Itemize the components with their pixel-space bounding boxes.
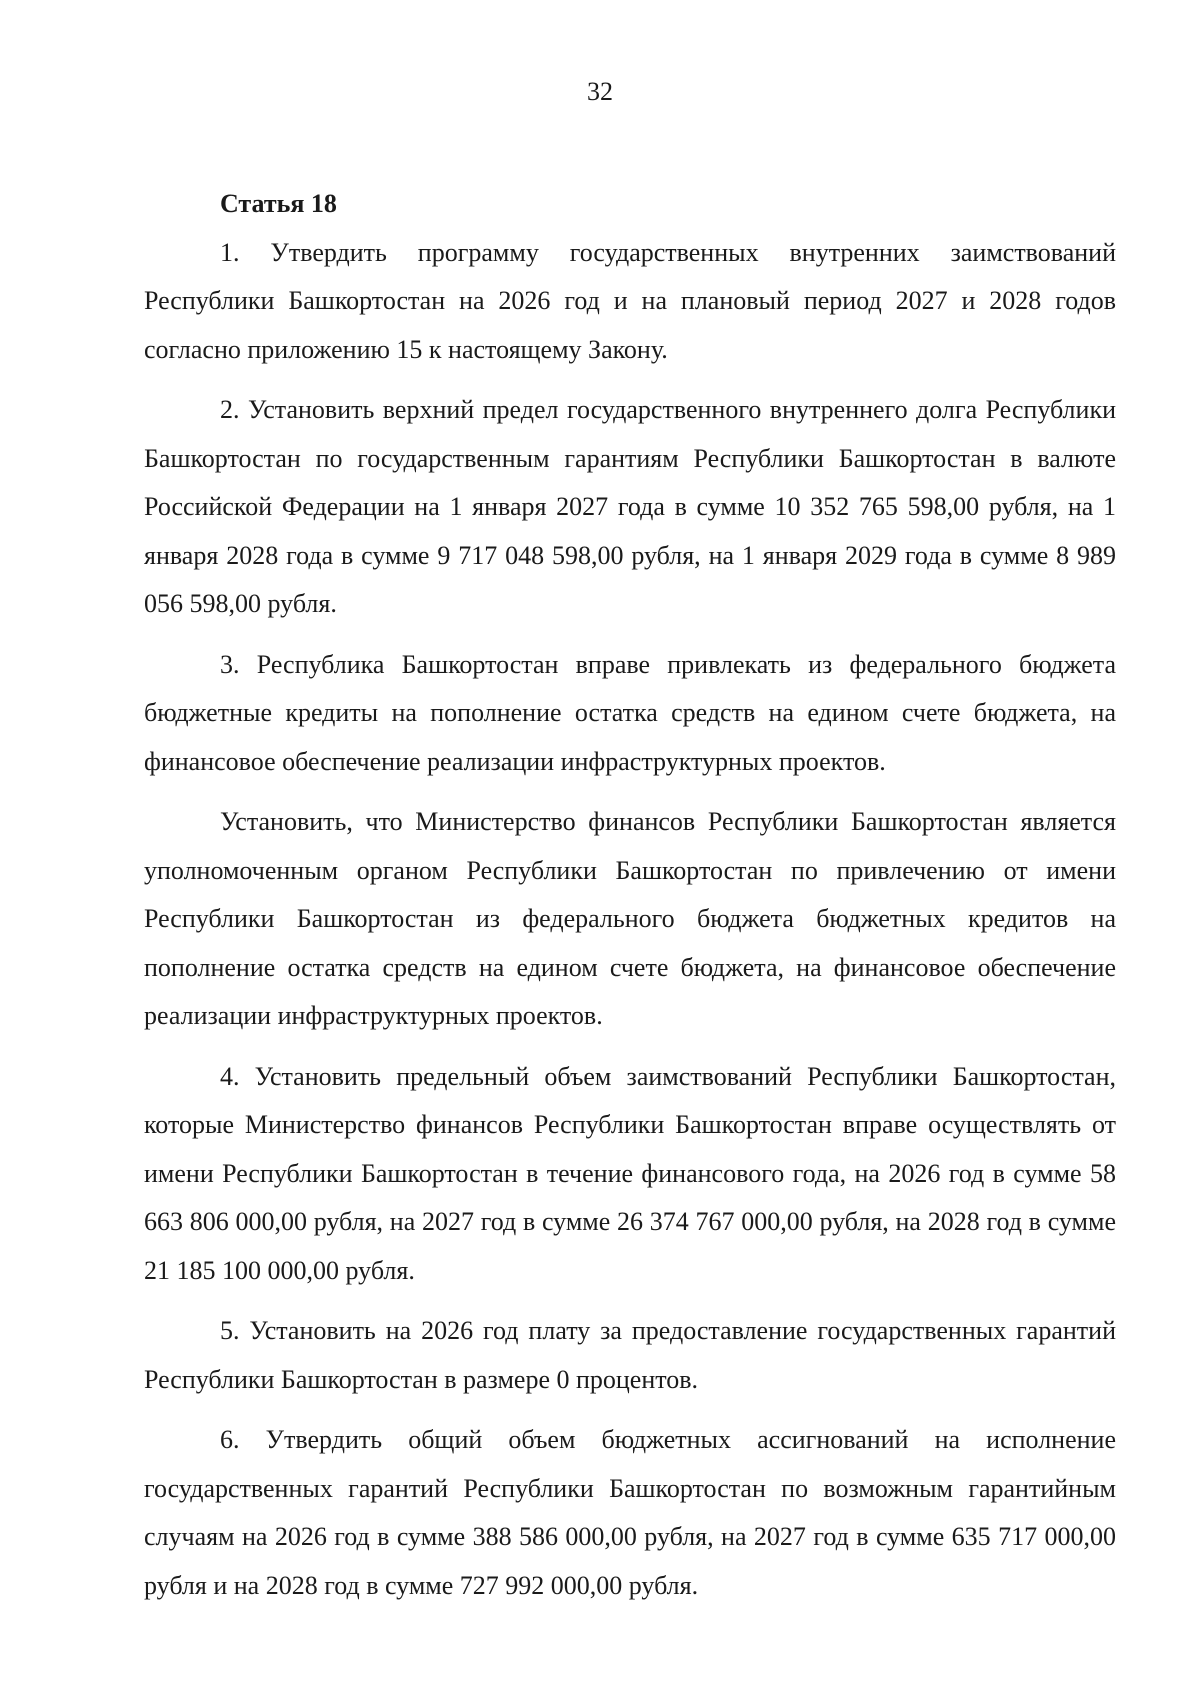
paragraph-3: 3. Республика Башкортостан вправе привлекать из федерального бюджета бюджетные кредиты на пополнение остатка средств на едином счете бюджета, на финансовое обеспечение реализации инфраструктурных проектов.: [144, 649, 1116, 776]
paragraph-3-continuation: Установить, что Министерство финансов Республики Башкортостан является уполномоченным органом Республики Башкортостан по привлечению от имени Республики Башкортостан из федерального бюджета бюджетных кредитов на пополнение остатка средств на едином счете бюджета, на финансовое обеспечение реализации инфраструктурных проектов.: [144, 807, 1116, 1030]
paragraph-4: 4. Установить предельный объем заимствований Республики Башкортостан, которые Министерство финансов Республики Башкортостан вправе осуществлять от имени Республики Башкортостан в течение финансового года, на 2026 год в сумме 58 663 806 000,00 рубля, на 2027 год в сумме 26 374 767 000,00 рубля, на 2028 год в сумме 21 185 100 000,00 рубля.: [144, 1061, 1116, 1285]
article-title: Статья 18: [220, 189, 337, 218]
paragraph-1: 1. Утвердить программу государственных внутренних заимствований Республики Башкортостан на 2026 год и на плановый период 2027 и 2028 годов согласно приложению 15 к настоящему Закону.: [144, 237, 1116, 364]
page-number: 32: [587, 77, 613, 106]
paragraph-6: 6. Утвердить общий объем бюджетных ассигнований на исполнение государственных гарантий Республики Башкортостан по возможным гарантийным случаям на 2026 год в сумме 388 586 000,00 рубля, на 2027 год в сумме 635 717 000,00 рубля и на 2028 год в сумме 727 992 000,00 рубля.: [144, 1425, 1116, 1600]
document-body: [144, 180, 1116, 1622]
paragraph-2: 2. Установить верхний предел государственного внутреннего долга Республики Башкортостан по государственным гарантиям Республики Башкортостан в валюте Российской Федерации на 1 января 2027 года в сумме 10 352 765 598,00 рубля, на 1 января 2028 года в сумме 9 717 048 598,00 рубля, на 1 января 2029 года в сумме 8 989 056 598,00 рубля.: [144, 395, 1116, 618]
paragraph-5: 5. Установить на 2026 год плату за предоставление государственных гарантий Республики Башкортостан в размере 0 процентов.: [144, 1316, 1116, 1394]
